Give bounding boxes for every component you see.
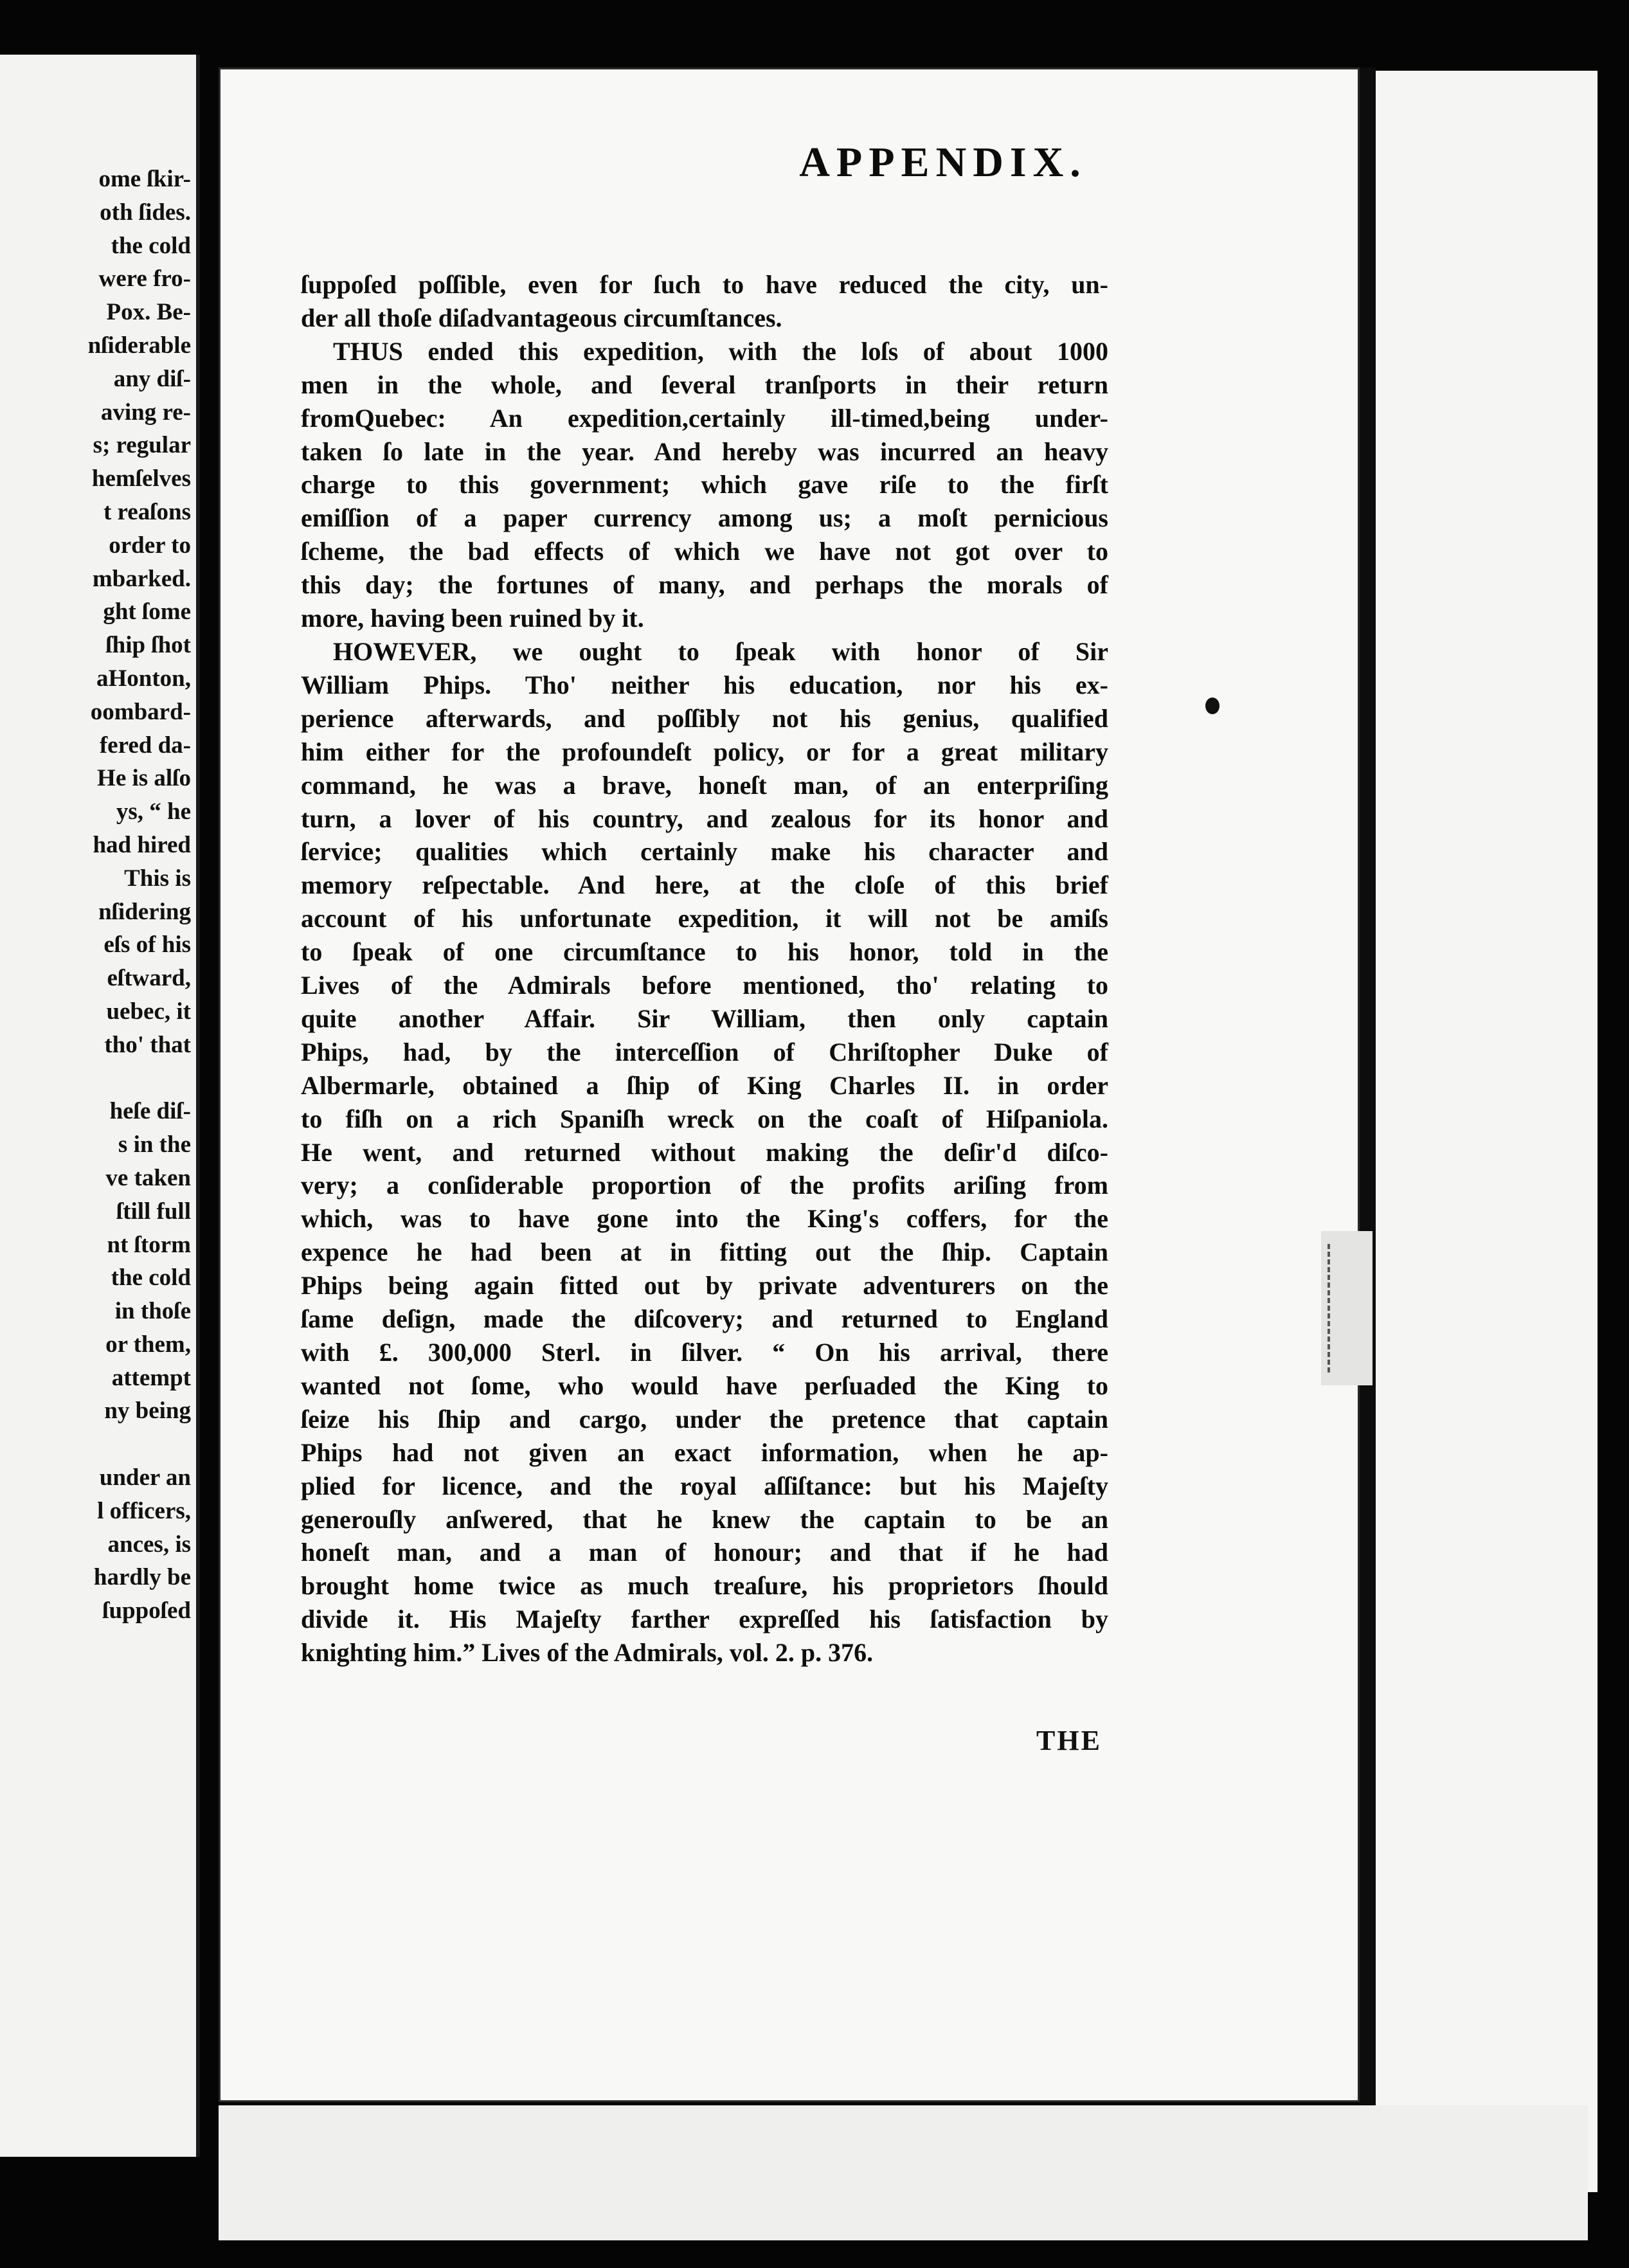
left-page-line: oth ſides. [100, 199, 191, 226]
body-line: brought home twice as much treaſure, his proprietors ſhould [301, 1571, 1108, 1601]
left-page-line: ght ſome [103, 598, 191, 626]
left-page-line: ſtill full [116, 1198, 191, 1225]
left-page-line: the cold [111, 1264, 191, 1292]
left-page-fragment [0, 55, 200, 2157]
body-line: ſame deſign, made the diſcovery; and returned to England [301, 1304, 1108, 1334]
left-page-line: ances, is [107, 1531, 191, 1558]
left-page-line: fered da- [99, 732, 191, 759]
body-line: expence he had been at in fitting out the ſhip. Captain [301, 1238, 1108, 1267]
body-line: honeſt man, and a man of honour; and that if he had [301, 1538, 1108, 1567]
body-line: with £. 300,000 Sterl. in ſilver. “ On his arrival, there [301, 1338, 1108, 1367]
body-line: der all thoſe diſadvantageous circumſtances. [301, 303, 782, 332]
left-page-line: nſiderable [87, 332, 191, 359]
body-line: this day; the fortunes of many, and perhaps the morals of [301, 570, 1108, 600]
body-line: ſuppoſed poſſible, even for ſuch to have reduced the city, un- [301, 270, 1108, 299]
left-page-line: order to [109, 532, 191, 559]
body-line: fromQuebec: An expedition,certainly ill-timed,being under- [301, 403, 1108, 433]
body-line: He went, and returned without making the deſir'd diſco- [301, 1137, 1108, 1167]
right-page-edge [1376, 71, 1598, 2192]
page-gutter [1360, 68, 1376, 2105]
left-page-line: in thoſe [114, 1298, 191, 1325]
left-page-line: l officers, [97, 1497, 191, 1524]
left-page-line: s; regular [93, 432, 191, 459]
left-page-line: hardly be [93, 1564, 191, 1591]
body-line: taken ſo late in the year. And hereby was incurred an heavy [301, 437, 1108, 466]
left-page-line: ſhip ſhot [105, 632, 191, 659]
left-page-line: ome ſkir- [98, 166, 191, 192]
left-page-line: nt ſtorm [107, 1231, 191, 1258]
body-line: ſeize his ſhip and cargo, under the pretence that captain [301, 1404, 1108, 1434]
left-page-line: Pox. Be- [106, 299, 191, 326]
body-line: Phips being again fitted out by private adventurers on the [301, 1271, 1108, 1300]
left-page-line: eſtward, [107, 965, 191, 992]
ink-spot [1205, 698, 1220, 714]
body-line: turn, a lover of his country, and zealous for its honor and [301, 804, 1108, 833]
left-page-line: tho' that [104, 1031, 191, 1058]
body-line: men in the whole, and ſeveral tranſports in their return [301, 370, 1108, 399]
body-line: to ſpeak of one circumſtance to his honor, told in the [301, 937, 1108, 967]
left-page-line: had hired [93, 831, 191, 858]
left-page-line: ſuppoſed [102, 1598, 191, 1625]
left-page-line: eſs of his [104, 932, 191, 959]
body-line: very; a conſiderable proportion of the profits ariſing from [301, 1171, 1108, 1200]
left-page-line: under an [99, 1464, 191, 1491]
body-line: quite another Affair. Sir William, then only captain [301, 1004, 1108, 1033]
page-heading: APPENDIX. [799, 139, 1087, 186]
left-page-line: were fro- [98, 266, 191, 292]
left-page-line: aving re- [100, 399, 191, 426]
left-page-line: uebec, it [106, 998, 191, 1025]
left-page-line: ys, “ he [116, 798, 191, 825]
body-line: Albermarle, obtained a ſhip of King Charles II. in order [301, 1070, 1108, 1100]
left-page-line [88, 1062, 191, 1095]
body-line: plied for licence, and the royal aſſiſtance: but his Majeſty [301, 1471, 1108, 1500]
body-line: emiſſion of a paper currency among us; a moſt pernicious [301, 503, 1108, 533]
left-page-line: t reaſons [103, 498, 191, 525]
body-line: William Phips. Tho' neither his education, nor his ex- [301, 670, 1108, 699]
body-line: Phips had not given an exact information, when he ap- [301, 1437, 1108, 1467]
left-page-line: ve taken [105, 1164, 191, 1191]
left-page-line: the cold [111, 232, 191, 259]
body-line: HOWEVER, we ought to ſpeak with honor of Sir [333, 636, 1108, 666]
left-page-line: attempt [111, 1364, 191, 1391]
body-line: more, having been ruined by it. [301, 604, 644, 633]
body-line: him either for the profoundeſt policy, or for a great military [301, 737, 1108, 766]
body-line: THUS ended this expedition, with the loſs of about 1000 [333, 336, 1108, 366]
body-line: wanted not ſome, who would have perſuaded the King to [301, 1371, 1108, 1400]
left-page-line: s in the [118, 1131, 191, 1158]
left-page-line [88, 1428, 191, 1461]
left-page-line: or them, [105, 1331, 191, 1358]
left-page-line: aHonton, [96, 665, 191, 692]
body-line: memory reſpectable. And here, at the cloſe of this brief [301, 870, 1108, 900]
body-line: which, was to have gone into the King's coffers, for the [301, 1204, 1108, 1234]
bottom-page-edge [219, 2105, 1588, 2240]
left-page-line: ny being [104, 1398, 191, 1425]
left-page-line: heſe diſ- [109, 1098, 191, 1125]
torn-edge [1321, 1231, 1372, 1385]
body-text [301, 268, 1108, 1670]
body-line: perience afterwards, and poſſibly not his genius, qualified [301, 703, 1108, 733]
left-page-line: hemſelves [91, 465, 191, 492]
body-line: ſervice; qualities which certainly make his character and [301, 837, 1108, 867]
body-line: ſcheme, the bad effects of which we have not got over to [301, 537, 1108, 566]
body-line: Lives of the Admirals before mentioned, tho' relating to [301, 971, 1108, 1000]
left-page-line: mbarked. [92, 565, 191, 592]
body-line: generouſly anſwered, that he knew the captain to be an [301, 1504, 1108, 1534]
left-page-line: any diſ- [113, 365, 191, 392]
body-line: command, he was a brave, honeſt man, of an enterpriſing [301, 770, 1108, 800]
body-line: divide it. His Majeſty farther expreſſed his ſatisfaction by [301, 1605, 1108, 1634]
left-page-line: oombard- [90, 698, 191, 725]
left-page-line: This is [124, 865, 191, 892]
body-line: account of his unfortunate expedition, it will not be amiſs [301, 904, 1108, 933]
left-page-line: He is alſo [97, 765, 191, 792]
left-page-line: nſidering [98, 898, 191, 925]
body-line: Phips, had, by the interceſſion of Chriſtopher Duke of [301, 1037, 1108, 1066]
body-line: charge to this government; which gave riſe to the firſt [301, 470, 1108, 500]
body-line: knighting him.” Lives of the Admirals, vol. 2. p. 376. [301, 1638, 874, 1668]
left-page-text [88, 163, 191, 1628]
catchword: THE [1036, 1725, 1102, 1756]
body-line: to fiſh on a rich Spaniſh wreck on the coaſt of Hiſpaniola. [301, 1104, 1108, 1133]
